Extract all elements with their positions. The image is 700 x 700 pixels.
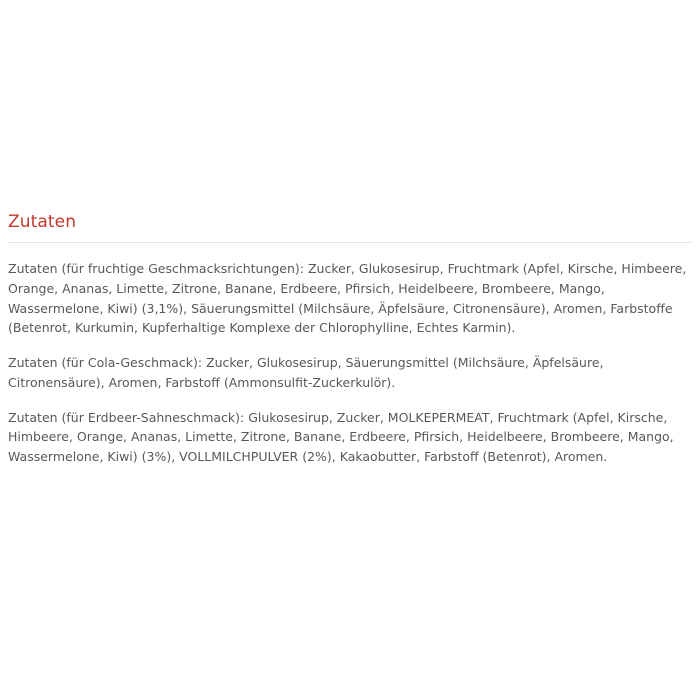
ingredients-paragraph-fruity: Zutaten (für fruchtige Geschmacksrichtungen): Zucker, Glukosesirup, Fruchtmark (Apfel, Kirsche, Himbeere, Orange, Ananas, Limette, Zitrone, Banane, Erdbeere, Pfirsich, Heidelbeere, Brombeere, Mango, Wassermelone, Kiwi) (3,1%), Säuerungsmittel (Milchsäure, Äpfelsäure, Citronensäure), Aromen, Farbstoffe (Betenrot, Kurkumin, Kupferhaltige Komplexe der Chlorophylline, Echtes Karmin).	[8, 261, 687, 336]
title-divider	[8, 242, 692, 243]
page-title: Zutaten	[8, 212, 77, 232]
ingredients-paragraph-cola: Zutaten (für Cola-Geschmack): Zucker, Glukosesirup, Säuerungsmittel (Milchsäure, Äpfelsäure, Citronensäure), Aromen, Farbstoff (Ammonsulfit-Zuckerkulör).	[8, 355, 604, 390]
ingredients-paragraph-strawberry-cream: Zutaten (für Erdbeer-Sahneschmack): Glukosesirup, Zucker, MOLKEPERMEAT, Fruchtmark (Apfel, Kirsche, Himbeere, Orange, Ananas, Limette, Zitrone, Banane, Erdbeere, Pfirsich, Heidelbeere, Brombeere, Mango, Wassermelone, Kiwi) (3%), VOLLMILCHPULVER (2%), Kakaobutter, Farbstoff (Betenrot), Aromen.	[8, 409, 674, 464]
ingredients-section	[0, 212, 700, 467]
